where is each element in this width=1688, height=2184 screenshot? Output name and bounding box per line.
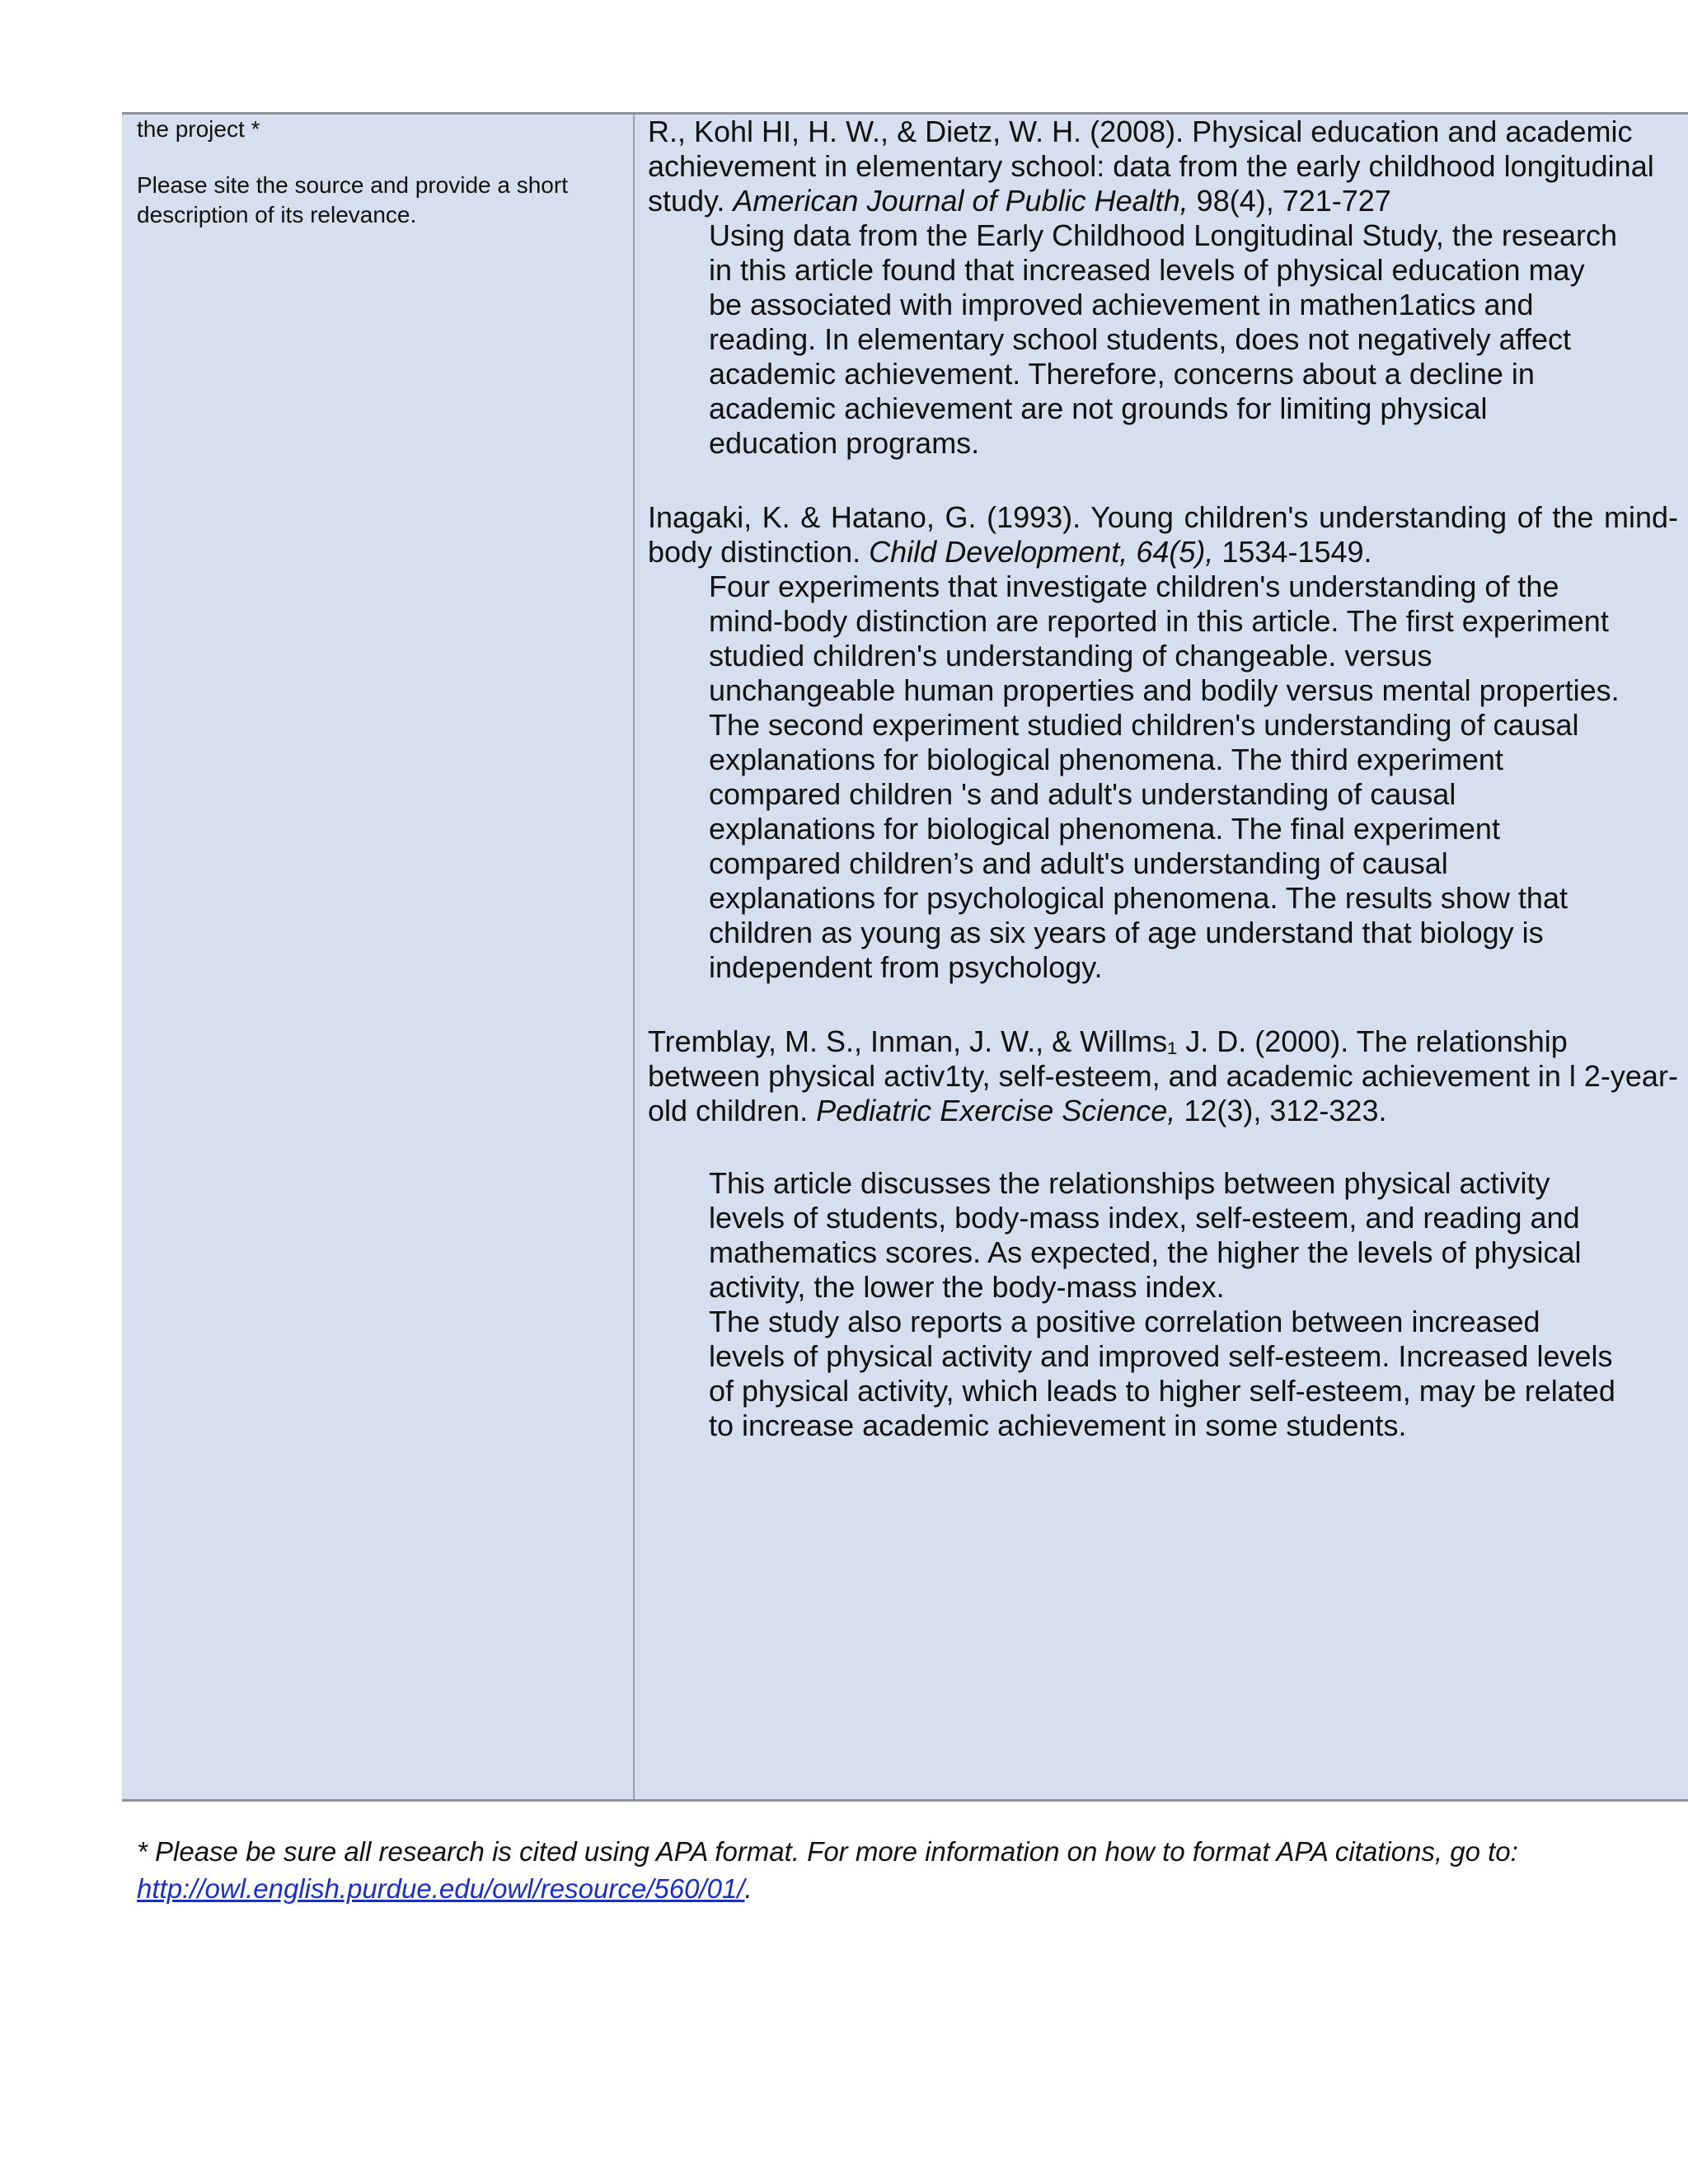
citation-text: Tremblay, M. S., Inman, J. W., & Willms₁ J. D. (2000). The relationship between physical activ1ty, self-esteem, and academic achievement in l 2-year-old children. — [648, 1024, 1678, 1127]
footnote-text: * Please be sure all research is cited using APA format. For more information on how to format APA citations, go to: — [137, 1836, 1518, 1867]
citation-text: R., Kohl HI, H. W., & Dietz, W. H. (2008). Physical education and academic achievement in elementary school: data from the early childhood longitudinal study. — [648, 115, 1654, 218]
journal-title: Child Development, 64(5), — [869, 535, 1214, 569]
source-entry — [648, 500, 1678, 985]
source-summary — [709, 1166, 1620, 1443]
source-entry — [648, 1024, 1678, 1443]
citation — [648, 1024, 1678, 1128]
sources-cell — [648, 115, 1678, 1443]
journal-title: American Journal of Public Health, — [733, 184, 1189, 218]
summary-paragraph: The study also reports a positive correlation between increased levels of physical activity and improved self-esteem. Increased levels of physical activity, which leads to higher self-esteem, may be related to increase academic achievement in some students. — [709, 1305, 1615, 1442]
prompt-line-project: the project * — [137, 116, 260, 142]
footnote-end: . — [744, 1873, 753, 1904]
apa-footnote — [137, 1833, 1670, 1907]
prompt-cell — [137, 115, 623, 230]
source-summary — [709, 218, 1620, 461]
summary-paragraph: Four experiments that investigate children's understanding of the mind-body distinction are reported in this article. The first experiment studied children's understanding of changeable. versus unchangeable human properties and bodily versus mental properties. The second experiment studied children's understanding of causal explanations for biological phenomena. The third experiment compared children 's and adult's understanding of causal explanations for biological phenomena. The final experiment compared children’s and adult's understanding of causal explanations for psychological phenomena. The results show that children as young as six years of age understand that biology is independent from psychology. — [709, 569, 1620, 984]
source-entry — [648, 115, 1678, 461]
apa-resource-link[interactable]: http://owl.english.purdue.edu/owl/resource/560/01/ — [137, 1873, 745, 1904]
citation — [648, 500, 1678, 569]
column-divider — [633, 115, 635, 1799]
citation-pages: 12(3), 312-323. — [1175, 1094, 1387, 1127]
journal-title: Pediatric Exercise Science, — [816, 1094, 1176, 1127]
summary-paragraph: This article discusses the relationships between physical activity levels of students, body-mass index, self-esteem, and reading and mathematics scores. As expected, the higher the levels of physical activity, the lower the body-mass index. — [709, 1166, 1582, 1304]
source-summary — [709, 569, 1620, 985]
citation-pages: 1534-1549. — [1213, 535, 1372, 569]
citation — [648, 115, 1678, 218]
prompt-instructions: Please site the source and provide a short description of its relevance. — [137, 172, 568, 227]
research-table — [122, 112, 1688, 1802]
summary-paragraph: Using data from the Early Childhood Longitudinal Study, the research in this article found that increased levels of physical education may be associated with improved achievement in mathen1atics and reading. In elementary school students, does not negatively affect academic achievement. Therefore, concerns about a decline in academic achievement are not grounds for limiting physical education programs. — [709, 218, 1617, 460]
citation-text: Inagaki, K. & Hatano, G. (1993). Young children's understanding of the mind-body distinction. — [648, 500, 1678, 569]
citation-pages: 98(4), 721-727 — [1188, 184, 1391, 218]
